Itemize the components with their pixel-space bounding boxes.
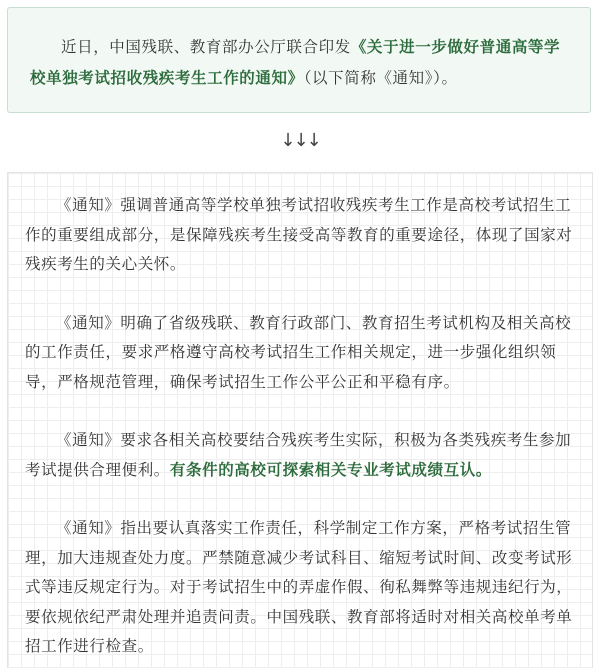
document-title-link[interactable]: 《关于进一步做好普通高等学校单独考试招收残疾考生工作的通知》 (30, 38, 561, 87)
paragraph-text: 《通知》指出要认真落实工作责任，科学制定工作方案，严格考试招生管理，加大违规查处力度。严禁随意减少考试科目、缩短考试时间、改变考试形式等违反规定行为。对于考试招生中的弄虚作假、徇私舞弊等违规违纪行为，要依规依纪严肃处理并追责问责。中国残联、教育部将适时对相关高校单考单招工作进行检查。 (25, 519, 573, 655)
paragraph-text: 《通知》强调普通高等学校单独考试招收残疾考生工作是高校考试招生工作的重要组成部分，是保障残疾考生接受高等教育的重要途径，体现了国家对残疾考生的关心关怀。 (25, 196, 573, 273)
intro-paragraph (30, 32, 572, 94)
down-arrows-icon: ↓↓↓ (280, 130, 320, 151)
highlighted-sentence: 有条件的高校可探索相关专业考试成绩互认。 (169, 460, 492, 479)
paragraph-text: 《通知》明确了省级残联、教育行政部门、教育招生考试机构及相关高校的工作责任，要求严格遵守高校考试招生工作相关规定，进一步强化组织领导，严格规范管理，确保考试招生工作公平公正和平稳有序。 (25, 313, 572, 391)
paragraph-accommodations (25, 426, 576, 485)
paragraph-enforcement (25, 514, 576, 662)
intro-box (7, 7, 591, 113)
paragraph-text: 《通知》要求各相关高校要结合残疾考生实际，积极为各类残疾考生参加考试提供合理便利。 (25, 431, 572, 479)
intro-trailer: （以下简称《通知》）。 (303, 69, 458, 87)
paragraph-emphasis (25, 191, 576, 280)
intro-lead: 近日，中国残联、教育部办公厅联合印发 (61, 38, 351, 56)
paragraph-responsibilities (25, 309, 576, 398)
article-body (7, 172, 593, 668)
